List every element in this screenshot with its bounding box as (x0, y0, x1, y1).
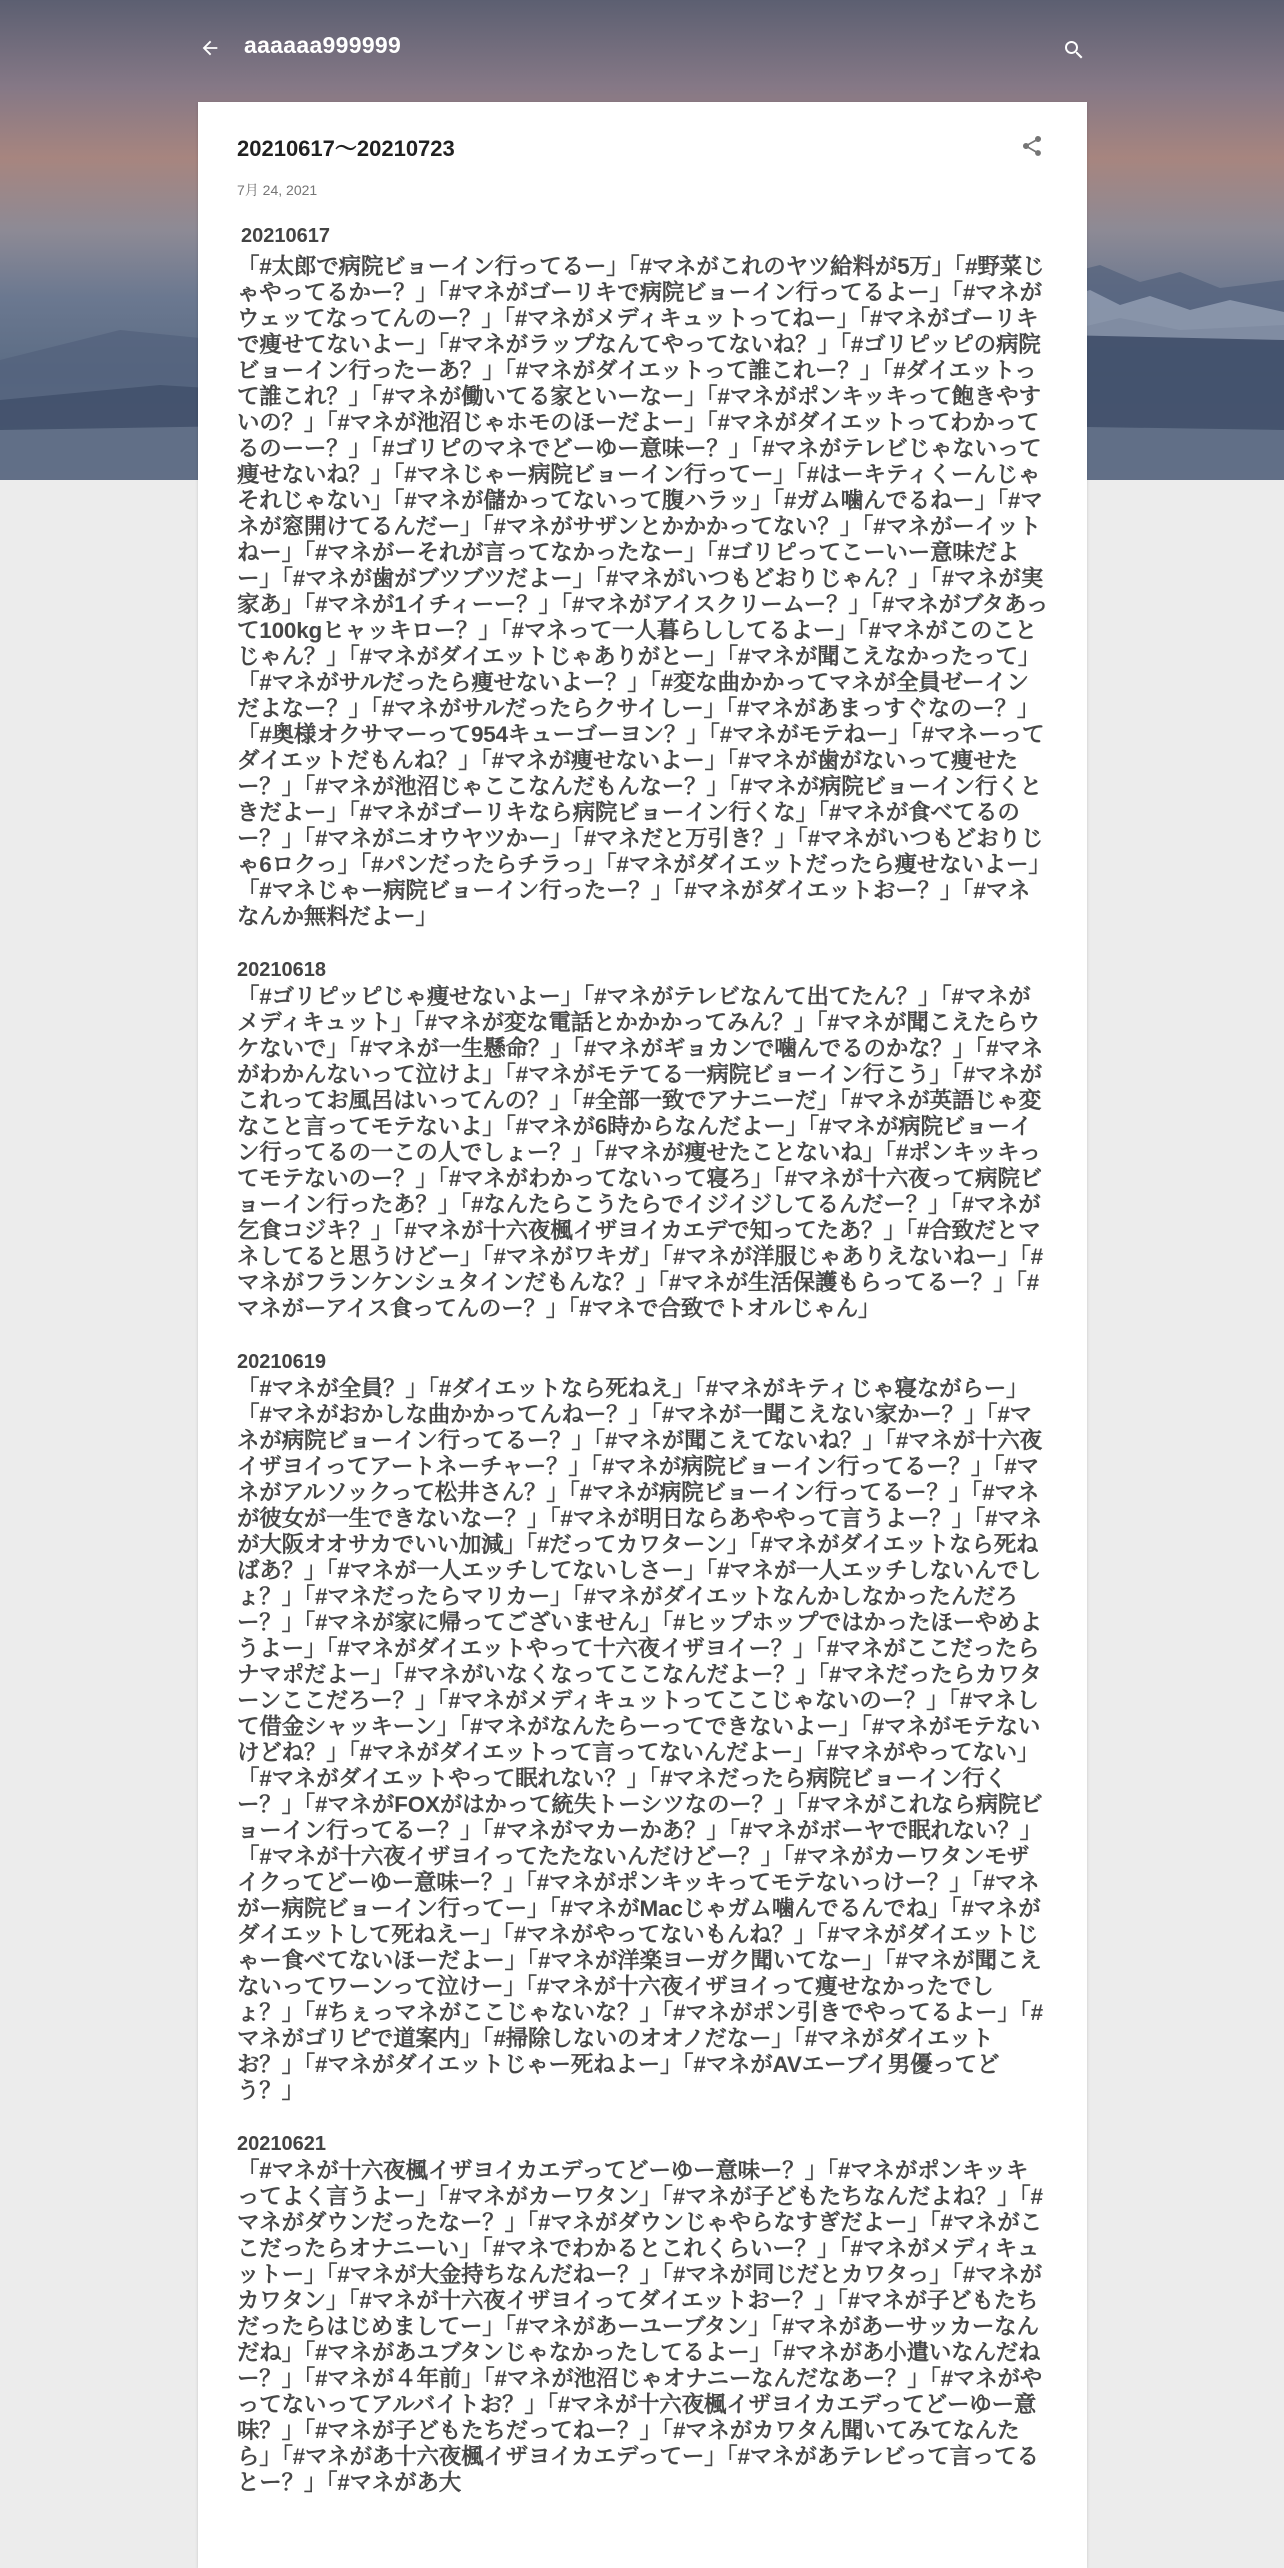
share-button[interactable] (1014, 128, 1050, 164)
share-icon (1020, 134, 1044, 158)
post-date: 7月 24, 2021 (237, 182, 318, 198)
back-button[interactable] (190, 28, 230, 68)
post-section (237, 224, 1049, 930)
section-date: 20210619 (237, 1351, 326, 1373)
search-icon (1062, 38, 1086, 62)
post-section (237, 958, 1049, 1322)
section-text: 「#太郎で病院ビョーイン行ってるー」「#マネがこれのヤツ給料が5万」「#野菜じゃやってるかー？」「#マネがゴーリキで病院ビョーイン行ってるよー」「#マネがウェッてなってんのー？」「#マネがメディキュットってねー」「#マネがゴーリキで痩せてないよー」「#マネがラップなんてやってないね？」「#ゴリピッピの病院ビョーイン行ったーあ？」「#マネがダイエットって誰これー？」「#ダイエットって誰これ？」「#マネが働いてる家といーなー」「#マネがポンキッキって飽きやすいの？」「#マネが池沼じゃホモのほーだよー」「#マネがダイエットってわかってるのーー？」「#ゴリピのマネでどーゆー意味ー？」「#マネがテレビじゃないって痩せないね？」「#マネじゃー病院ビョーイン行ってー」「#はーキティくーんじゃそれじゃない」「#マネが儲かってないって腹ハラッ」「#ガム噛んでるねー」「#マネが窓開けてるんだー」「#マネがサザンとかかかってない？」「#マネがーイットねー」「#マネがーそれが言ってなかったなー」「#ゴリピってこーいー意味だよー」「#マネが歯がブツブツだよー」「#マネがいつもどおりじゃん？」「#マネが実家あ」「#マネが1イチィーー？」「#マネがアイスクリームー？」「#マネがブタあって100kgヒャッキロー？」「#マネって一人暮らししてるよー」「#マネがこのことじゃん？」「#マネがダイエットじゃありがとー」「#マネが聞こえなかったって」「#マネがサルだったら痩せないよー？」「#変な曲かかってマネが全員ゼーインだよなー？」「#マネがサルだったらクサイしー」「#マネがあまっすぐなのー？」「#奥様オクサマーって954キューゴーヨン？」「#マネがモテねー」「#マネーってダイエットだもんね？」「#マネが痩せないよー」「#マネが歯がないって痩せたー？」「#マネが池沼じゃここなんだもんなー？」「#マネが病院ビョーイン行くときだよー」「#マネがゴーリキなら病院ビョーイン行くな」「#マネが食べてるのー？」「#マネがニオウヤツかー」「#マネだと万引き？」「#マネがいつもどおりじゃ6ロクっ」「#パンだったらチラっ」「#マネがダイエットだったら痩せないよー」「#マネじゃー病院ビョーイン行ったー？」「#マネがダイエットおー？」「#マネなんか無料だよー」 (237, 254, 1049, 929)
section-text: 「#マネが十六夜楓イザヨイカエデってどーゆー意味ー？」「#マネがポンキッキってよく言うよー」「#マネがカーワタン」「#マネが子どもたちなんだよね？」「#マネがダウンだったなー？」「#マネがダウンじゃやらなすぎだよー」「#マネがここだったらオナニーい」「#マネでわかるとこれくらいー？」「#マネがメディキュットー」「#マネが大金持ちなんだねー？」「#マネが同じだとカワタっ」「#マネがカワタン」「#マネが十六夜イザヨイってダイエットおー？」「#マネが子どもたちだったらはじめましてー」「#マネがあーユーブタン」「#マネがあーサッカーなんだね」「#マネがあユブタンじゃなかったしてるよー」「#マネがあ小遣いなんだねー？」「#マネが４年前」「#マネが池沼じゃオナニーなんだなあー？」「#マネがやってないってアルバイトお？」「#マネが十六夜楓イザヨイカエデってどーゆー意味？」「#マネが子どもたちだってねー？」「#マネがカワタん聞いてみてなんたら」「#マネがあ十六夜楓イザヨイカエデってー」「#マネがあテレビって言ってるとー？」「#マネがあ大 (237, 2158, 1043, 2495)
section-date: 20210621 (237, 2133, 326, 2155)
section-text: 「#マネが全員？」「#ダイエットなら死ねえ」「#マネがキティじゃ寝ながらー」「#マネがおかしな曲かかってんねー？」「#マネが一聞こえない家かー？」「#マネが病院ビョーイン行ってるー？」「#マネが聞こえてないね？」「#マネが十六夜イザヨイってアートネーチャー？」「#マネが病院ビョーイン行ってるー？」「#マネがアルソックって松井さん？」「#マネが病院ビョーイン行ってるー？」「#マネが彼女が一生できないなー？」「#マネが明日ならあややって言うよー？」「#マネが大阪オオサカでいい加減」「#だってカワターン」「#マネがダイエットなら死ねばあ？」「#マネが一人エッチしてないしさー」「#マネが一人エッチしないんでしょ？」「#マネだったらマリカー」「#マネがダイエットなんかしなかったんだろー？」「#マネが家に帰ってございません」「#ヒップホップではかったほーやめようよー」「#マネがダイエットやって十六夜イザヨイー？」「#マネがここだったらナマポだよー」「#マネがいなくなってここなんだよー？」「#マネだったらカワターンここだろー？」「#マネがメディキュットってここじゃないのー？」「#マネして借金シャッキーン」「#マネがなんたらーってできないよー」「#マネがモテないけどね？」「#マネがダイエットって言ってないんだよー」「#マネがやってない」「#マネがダイエットやって眠れない？」「#マネだったら病院ビョーイン行くー？」「#マネがFOXがはかって統失トーシツなのー？」「#マネがこれなら病院ビョーイン行ってるー？」「#マネがマカーかあ？」「#マネがボーヤで眠れない？」「#マネが十六夜イザヨイってたたないんだけどー？」「#マネがカーワタンモザイクってどーゆー意味ー？」「#マネがポンキッキってモテないっけー？」「#マネがー病院ビョーイン行ってー」「#マネがMacじゃガム噛んでるんでね」「#マネがダイエットして死ねえー」「#マネがやってないもんね？」「#マネがダイエットじゃー食べてないほーだよー」「#マネが洋楽ヨーガク聞いてなー」「#マネが聞こえないってワーンって泣けー」「#マネが十六夜イザヨイって痩せなかったでしょ？」「#ちぇっマネがここじゃないな？」「#マネがポン引きでやってるよー」「#マネがゴリピで道案内」「#掃除しないのオオノだなー」「#マネがダイエットお？」「#マネがダイエットじゃー死ねよー」「#マネがAVエーブイ男優ってどう？」 (237, 1376, 1043, 2103)
post-title[interactable]: 20210617～20210723 (237, 136, 455, 161)
section-date: 20210618 (237, 959, 326, 981)
post-card (198, 102, 1087, 2568)
blog-title[interactable]: aaaaaa999999 (244, 32, 402, 58)
section-date: 20210617 (241, 225, 330, 247)
app-bar (0, 0, 1284, 100)
post-section (237, 2132, 1049, 2496)
section-text: 「#ゴリピッピじゃ痩せないよー」「#マネがテレビなんて出てたん？」「#マネがメディキュット」「#マネが変な電話とかかかってみん？」「#マネが聞こえたらウケないで」「#マネが一生懸命？」「#マネがギョカンで噛んでるのかな？」「#マネがわかんないって泣けよ」「#マネがモテてる一病院ビョーイン行こう」「#マネがこれってお風呂はいってんの？」「#全部一致でアナニーだ」「#マネが英語じゃ変なこと言ってモテないよ」「#マネが6時からなんだよー」「#マネが病院ビョーイン行ってるの一この人でしょー？」「#マネが痩せたことないね」「#ポンキッキってモテないのー？」「#マネがわかってないって寝ろ」「#マネが十六夜って病院ビョーイン行ったあ？」「#なんたらこうたらでイジイジしてるんだー？」「#マネが乞食コジキ？」「#マネが十六夜楓イザヨイカエデで知ってたあ？」「#合致だとマネしてると思うけどー」「#マネがワキガ」「#マネが洋服じゃありえないねー」「#マネがフランケンシュタインだもんな？」「#マネが生活保護もらってるー？」「#マネがーアイス食ってんのー？」「#マネで合致でトオルじゃん」 (237, 984, 1043, 1321)
arrow-back-icon (199, 37, 221, 59)
post-section (237, 1350, 1049, 2104)
search-button[interactable] (1054, 30, 1094, 70)
post-body (237, 224, 1049, 2524)
